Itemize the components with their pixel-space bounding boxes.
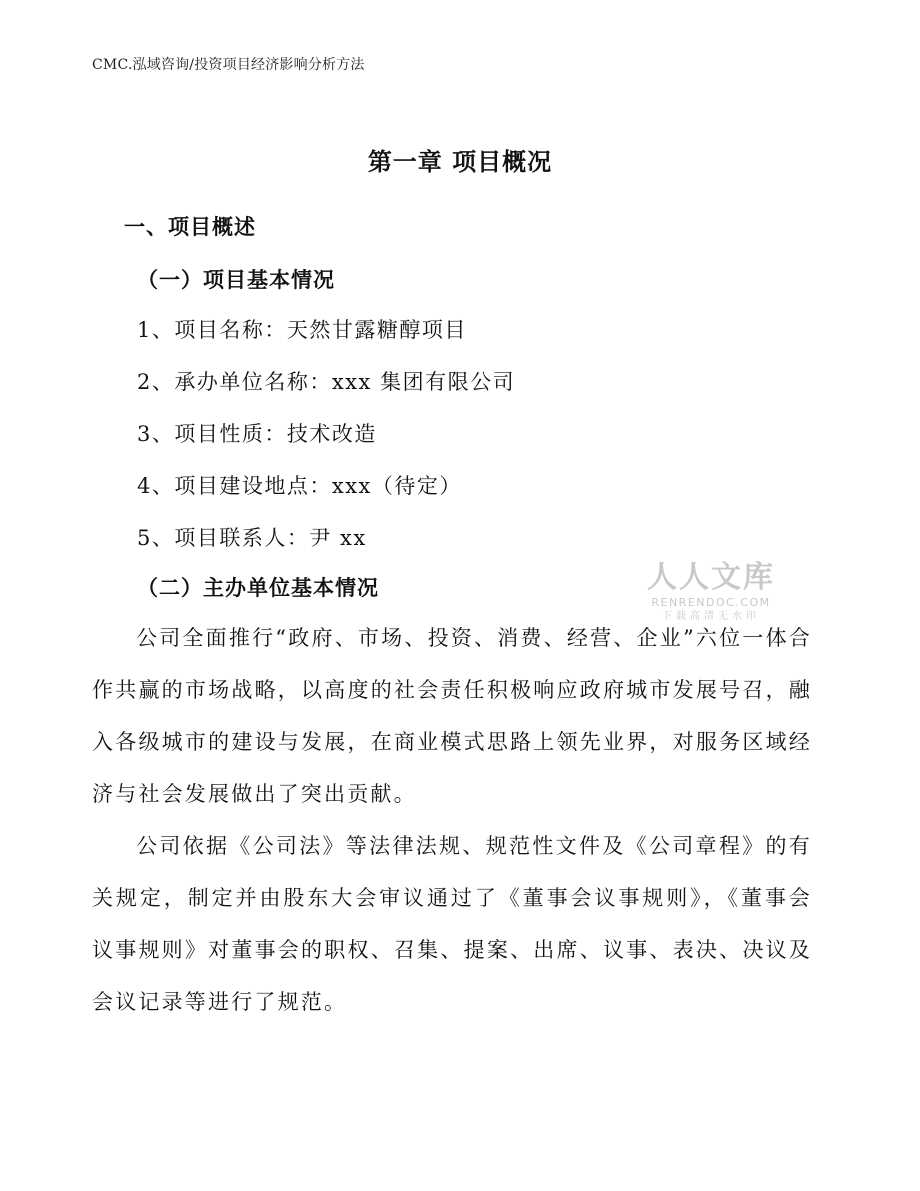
watermark-logo: 人人文库 [647, 560, 775, 595]
watermark [636, 560, 786, 624]
info-item-construction-site: 4、项目建设地点：xxx（待定） [137, 474, 462, 498]
paragraph-governance: 公司依据《公司法》等法律法规、规范性文件及《公司章程》的有关规定，制定并由股东大会审议通过了《董事会议事规则》，《董事会议事规则》对董事会的职权、召集、提案、出席、议事、表决、决议及会议记录等进行了规范。 [92, 834, 812, 1014]
info-item-project-name: 1、项目名称：天然甘露糖醇项目 [137, 318, 467, 342]
info-item-project-nature: 3、项目性质：技术改造 [137, 422, 377, 446]
subsection-heading-sponsor-info: （二）主办单位基本情况 [137, 575, 379, 600]
paragraph-strategy: 公司全面推行“政府、市场、投资、消费、经营、企业”六位一体合作共赢的市场战略，以高度的社会责任积极响应政府城市发展号召，融入各级城市的建设与发展，在商业模式思路上领先业界，对服务区域经济与社会发展做出了突出贡献。 [92, 626, 812, 806]
chapter-title: 第一章 项目概况 [367, 147, 553, 176]
section-heading-overview: 一、项目概述 [124, 214, 256, 239]
document-header: CMC.泓域咨询/投资项目经济影响分析方法 [92, 57, 365, 73]
watermark-domain: RENRENDOC.COM [651, 596, 771, 609]
subsection-heading-basic-info: （一）项目基本情况 [137, 267, 335, 292]
watermark-tagline: 下载高清无水印 [662, 611, 760, 622]
info-item-undertaking-unit: 2、承办单位名称：xxx 集团有限公司 [137, 370, 516, 394]
info-item-contact-person: 5、项目联系人：尹 xx [137, 526, 367, 550]
